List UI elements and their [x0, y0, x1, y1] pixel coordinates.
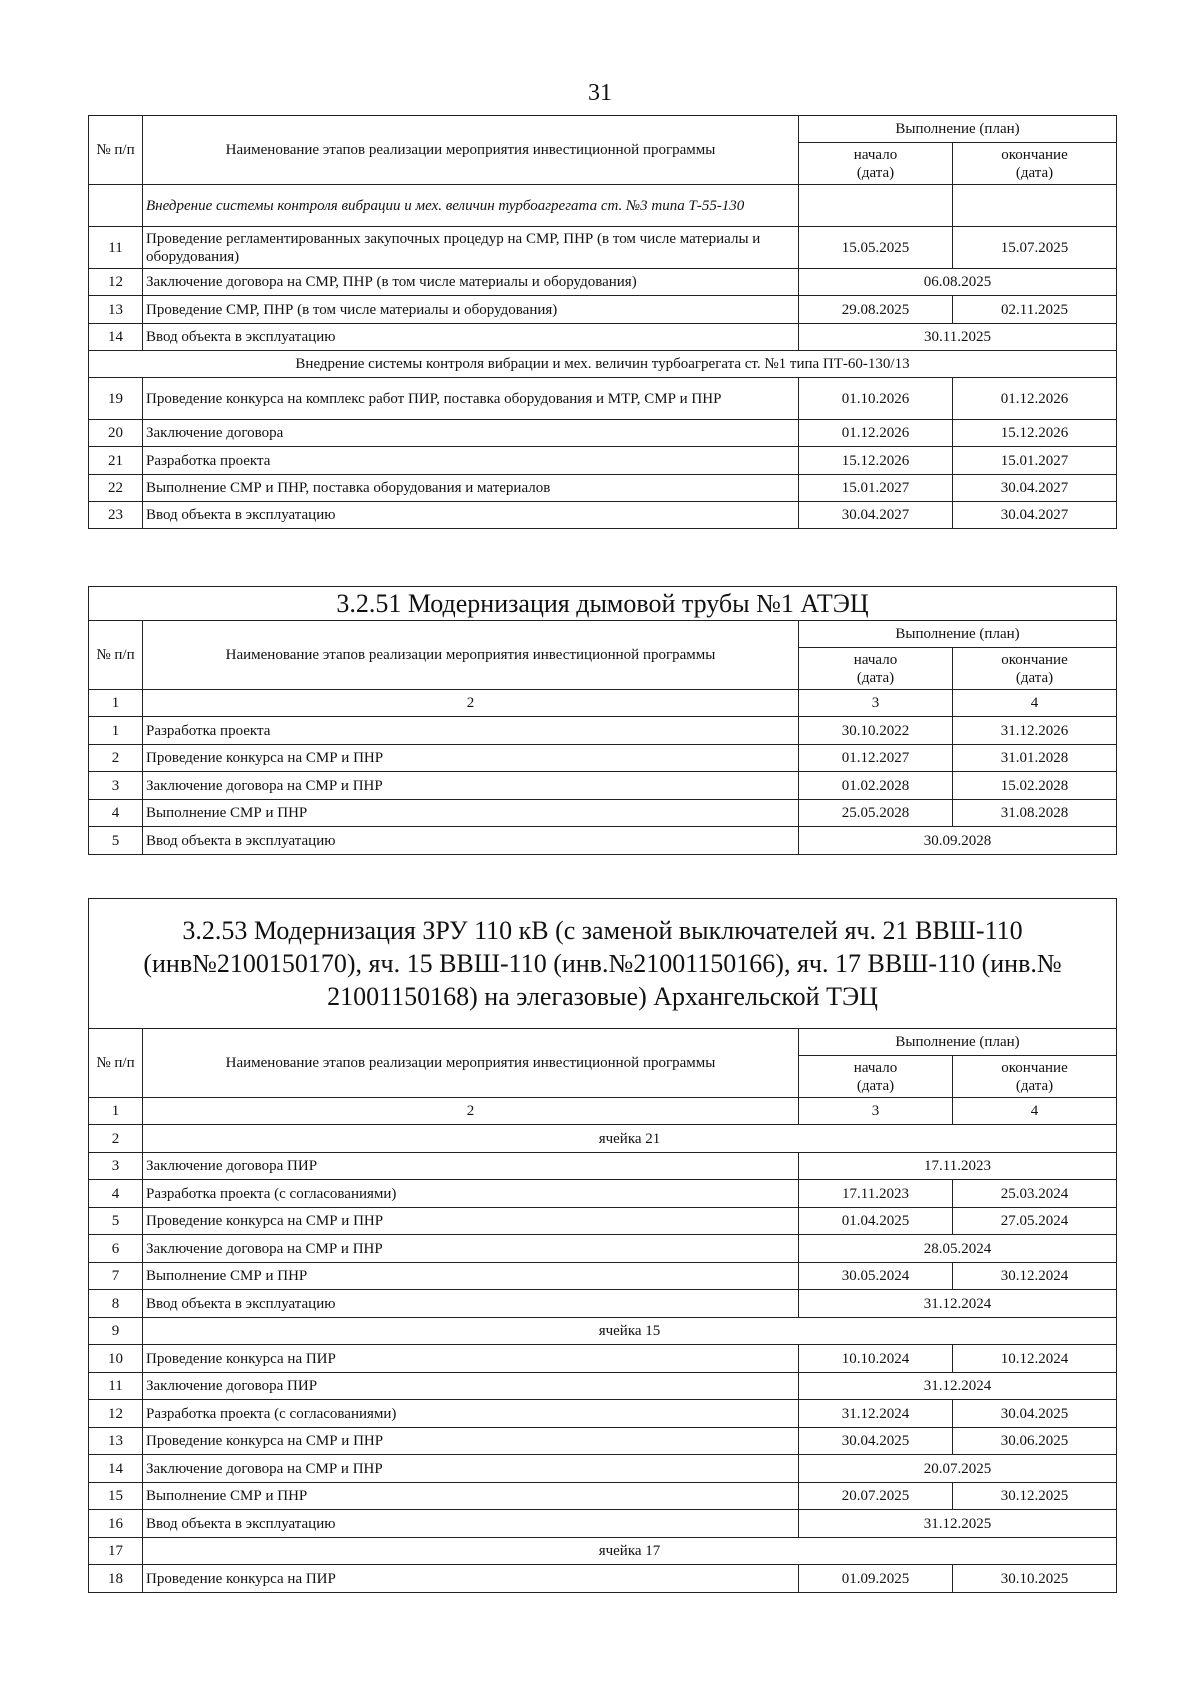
row-start: 20.07.2025 [799, 1483, 953, 1510]
row-num: 12 [89, 269, 143, 296]
row-num: 14 [89, 1455, 143, 1483]
row-end: 02.11.2025 [953, 296, 1117, 324]
table-1 [88, 115, 1117, 529]
row-name: Выполнение СМР и ПНР [143, 1263, 799, 1290]
row-name: Проведение регламентированных закупочных процедур на СМР, ПНР (в том числе материалы и оборудования) [143, 227, 799, 269]
table-row [89, 378, 1117, 420]
section-label: ячейка 17 [143, 1538, 1117, 1565]
table-row [89, 1180, 1117, 1208]
row-num: 8 [89, 1290, 143, 1318]
row-num: 5 [89, 827, 143, 855]
row-name: Заключение договора ПИР [143, 1373, 799, 1400]
header-num: № п/п [89, 621, 143, 690]
row-num: 13 [89, 296, 143, 324]
header-num: № п/п [89, 116, 143, 185]
row-name: Проведение конкурса на комплекс работ ПИР, поставка оборудования и МТР, СМР и ПНР [143, 378, 799, 420]
row-num: 5 [89, 1208, 143, 1235]
table-row [89, 1263, 1117, 1290]
row-name: Ввод объекта в эксплуатацию [143, 502, 799, 529]
row-date: 20.07.2025 [799, 1455, 1117, 1483]
row-name: Проведение конкурса на СМР и ПНР [143, 1208, 799, 1235]
row-num: 11 [89, 227, 143, 269]
col-number: 3 [799, 690, 953, 717]
row-num: 2 [89, 745, 143, 772]
row-end: 31.12.2026 [953, 717, 1117, 745]
row-name: Ввод объекта в эксплуатацию [143, 324, 799, 351]
row-end: 15.01.2027 [953, 447, 1117, 475]
row-end: 30.12.2025 [953, 1483, 1117, 1510]
row-start: 15.01.2027 [799, 475, 953, 502]
header-start: начало (дата) [799, 143, 953, 185]
row-num: 1 [89, 717, 143, 745]
col-number: 3 [799, 1098, 953, 1125]
row-end: 30.06.2025 [953, 1428, 1117, 1455]
row-name: Ввод объекта в эксплуатацию [143, 1290, 799, 1318]
section-row [89, 1125, 1117, 1153]
row-end: 30.10.2025 [953, 1565, 1117, 1593]
row-end: 25.03.2024 [953, 1180, 1117, 1208]
col-number: 2 [143, 690, 799, 717]
header-end: окончание (дата) [953, 143, 1117, 185]
section-label: ячейка 21 [143, 1125, 1117, 1153]
header-execution: Выполнение (план) [799, 621, 1117, 648]
row-end: 15.12.2026 [953, 420, 1117, 447]
table-row [89, 227, 1117, 269]
table-row [89, 269, 1117, 296]
row-name: Разработка проекта [143, 717, 799, 745]
row-num: 2 [89, 1125, 143, 1153]
row-end: 30.12.2024 [953, 1263, 1117, 1290]
row-start: 31.12.2024 [799, 1400, 953, 1428]
row-date: 30.09.2028 [799, 827, 1117, 855]
col-number: 1 [89, 1098, 143, 1125]
row-num: 10 [89, 1345, 143, 1373]
row-name: Проведение СМР, ПНР (в том числе материалы и оборудования) [143, 296, 799, 324]
row-date: 30.11.2025 [799, 324, 1117, 351]
header-execution: Выполнение (план) [799, 116, 1117, 143]
table-row [89, 296, 1117, 324]
row-num: 13 [89, 1428, 143, 1455]
table-row [89, 800, 1117, 827]
row-name: Разработка проекта (с согласованиями) [143, 1400, 799, 1428]
table-row [89, 475, 1117, 502]
table-row [89, 324, 1117, 351]
row-num: 16 [89, 1510, 143, 1538]
row-num: 19 [89, 378, 143, 420]
row-name: Проведение конкурса на ПИР [143, 1565, 799, 1593]
row-num: 17 [89, 1538, 143, 1565]
row-end: 27.05.2024 [953, 1208, 1117, 1235]
row-end: 15.02.2028 [953, 772, 1117, 800]
row-date: 31.12.2024 [799, 1373, 1117, 1400]
table-row [89, 717, 1117, 745]
table-row [89, 1510, 1117, 1538]
page-number: 31 [588, 80, 612, 106]
row-num: 11 [89, 1373, 143, 1400]
table-row [89, 1400, 1117, 1428]
row-num: 14 [89, 324, 143, 351]
table-row [89, 1565, 1117, 1593]
table-2 [88, 586, 1117, 855]
column-numbers-row [89, 690, 1117, 717]
row-name: Заключение договора на СМР, ПНР (в том числе материалы и оборудования) [143, 269, 799, 296]
row-num: 6 [89, 1235, 143, 1263]
row-start: 01.02.2028 [799, 772, 953, 800]
row-num: 12 [89, 1400, 143, 1428]
header-name: Наименование этапов реализации мероприятия инвестиционной программы [143, 621, 799, 690]
table-3 [88, 898, 1117, 1593]
table-row [89, 745, 1117, 772]
row-name: Выполнение СМР и ПНР, поставка оборудования и материалов [143, 475, 799, 502]
header-start: начало (дата) [799, 1056, 953, 1098]
header-num: № п/п [89, 1029, 143, 1098]
row-start: 10.10.2024 [799, 1345, 953, 1373]
row-num: 3 [89, 772, 143, 800]
row-num: 7 [89, 1263, 143, 1290]
row-start: 15.05.2025 [799, 227, 953, 269]
row-start: 30.05.2024 [799, 1263, 953, 1290]
header-execution: Выполнение (план) [799, 1029, 1117, 1056]
row-date: 28.05.2024 [799, 1235, 1117, 1263]
table-row [89, 1290, 1117, 1318]
row-num: 15 [89, 1483, 143, 1510]
row-date: 31.12.2025 [799, 1510, 1117, 1538]
table-row [89, 447, 1117, 475]
row-start: 25.05.2028 [799, 800, 953, 827]
row-num: 3 [89, 1153, 143, 1180]
empty-cell [953, 185, 1117, 227]
row-name: Заключение договора на СМР и ПНР [143, 1455, 799, 1483]
header-start: начало (дата) [799, 648, 953, 690]
row-start: 01.12.2027 [799, 745, 953, 772]
table-row [89, 1208, 1117, 1235]
row-name: Выполнение СМР и ПНР [143, 800, 799, 827]
row-name: Заключение договора ПИР [143, 1153, 799, 1180]
row-end: 30.04.2027 [953, 502, 1117, 529]
row-date: 17.11.2023 [799, 1153, 1117, 1180]
col-number: 2 [143, 1098, 799, 1125]
row-start: 30.04.2025 [799, 1428, 953, 1455]
header-end: окончание (дата) [953, 648, 1117, 690]
table-3-title: 3.2.53 Модернизация ЗРУ 110 кВ (с заменой выключателей яч. 21 ВВШ-110 (инв№2100150170), яч. 15 ВВШ-110 (инв.№21001150166), яч. 17 ВВШ-110 (инв.№ 21001150168) на элегазовые) Архангельской ТЭЦ [89, 899, 1117, 1029]
row-num: 9 [89, 1318, 143, 1345]
row-start: 30.10.2022 [799, 717, 953, 745]
row-name: Ввод объекта в эксплуатацию [143, 827, 799, 855]
row-end: 10.12.2024 [953, 1345, 1117, 1373]
col-number: 1 [89, 690, 143, 717]
row-num: 4 [89, 800, 143, 827]
col-number: 4 [953, 1098, 1117, 1125]
column-numbers-row [89, 1098, 1117, 1125]
section-row [89, 1538, 1117, 1565]
empty-cell [89, 185, 143, 227]
row-start: 01.09.2025 [799, 1565, 953, 1593]
row-num: 20 [89, 420, 143, 447]
subtitle-italic: Внедрение системы контроля вибрации и мех. величин турбоагрегата ст. №3 типа Т-55-130 [143, 185, 799, 227]
row-end: 30.04.2025 [953, 1400, 1117, 1428]
row-name: Разработка проекта (с согласованиями) [143, 1180, 799, 1208]
table-row [89, 827, 1117, 855]
row-name: Разработка проекта [143, 447, 799, 475]
row-start: 29.08.2025 [799, 296, 953, 324]
header-name: Наименование этапов реализации мероприятия инвестиционной программы [143, 116, 799, 185]
row-end: 30.04.2027 [953, 475, 1117, 502]
row-date: 31.12.2024 [799, 1290, 1117, 1318]
section-label: ячейка 15 [143, 1318, 1117, 1345]
row-start: 01.12.2026 [799, 420, 953, 447]
table-row [89, 772, 1117, 800]
row-start: 01.04.2025 [799, 1208, 953, 1235]
table-row [89, 1153, 1117, 1180]
header-name: Наименование этапов реализации мероприятия инвестиционной программы [143, 1029, 799, 1098]
row-num: 21 [89, 447, 143, 475]
row-start: 30.04.2027 [799, 502, 953, 529]
row-name: Проведение конкурса на СМР и ПНР [143, 745, 799, 772]
row-end: 31.01.2028 [953, 745, 1117, 772]
header-end: окончание (дата) [953, 1056, 1117, 1098]
row-name: Ввод объекта в эксплуатацию [143, 1510, 799, 1538]
subtitle-2: Внедрение системы контроля вибрации и мех. величин турбоагрегата ст. №1 типа ПТ-60-130/13 [89, 351, 1117, 378]
row-date: 06.08.2025 [799, 269, 1117, 296]
table-row [89, 1455, 1117, 1483]
row-name: Заключение договора на СМР и ПНР [143, 1235, 799, 1263]
row-end: 31.08.2028 [953, 800, 1117, 827]
table-row [89, 420, 1117, 447]
row-start: 15.12.2026 [799, 447, 953, 475]
section-row [89, 1318, 1117, 1345]
row-start: 17.11.2023 [799, 1180, 953, 1208]
col-number: 4 [953, 690, 1117, 717]
table-row [89, 1345, 1117, 1373]
row-num: 4 [89, 1180, 143, 1208]
row-name: Заключение договора [143, 420, 799, 447]
empty-cell [799, 185, 953, 227]
row-num: 23 [89, 502, 143, 529]
row-num: 22 [89, 475, 143, 502]
row-name: Заключение договора на СМР и ПНР [143, 772, 799, 800]
row-name: Проведение конкурса на ПИР [143, 1345, 799, 1373]
row-num: 18 [89, 1565, 143, 1593]
row-end: 15.07.2025 [953, 227, 1117, 269]
table-row [89, 1428, 1117, 1455]
table-row [89, 1235, 1117, 1263]
table-row [89, 502, 1117, 529]
table-row [89, 1373, 1117, 1400]
row-name: Проведение конкурса на СМР и ПНР [143, 1428, 799, 1455]
row-name: Выполнение СМР и ПНР [143, 1483, 799, 1510]
table-row [89, 1483, 1117, 1510]
table-2-title: 3.2.51 Модернизация дымовой трубы №1 АТЭЦ [89, 587, 1117, 621]
row-end: 01.12.2026 [953, 378, 1117, 420]
row-start: 01.10.2026 [799, 378, 953, 420]
